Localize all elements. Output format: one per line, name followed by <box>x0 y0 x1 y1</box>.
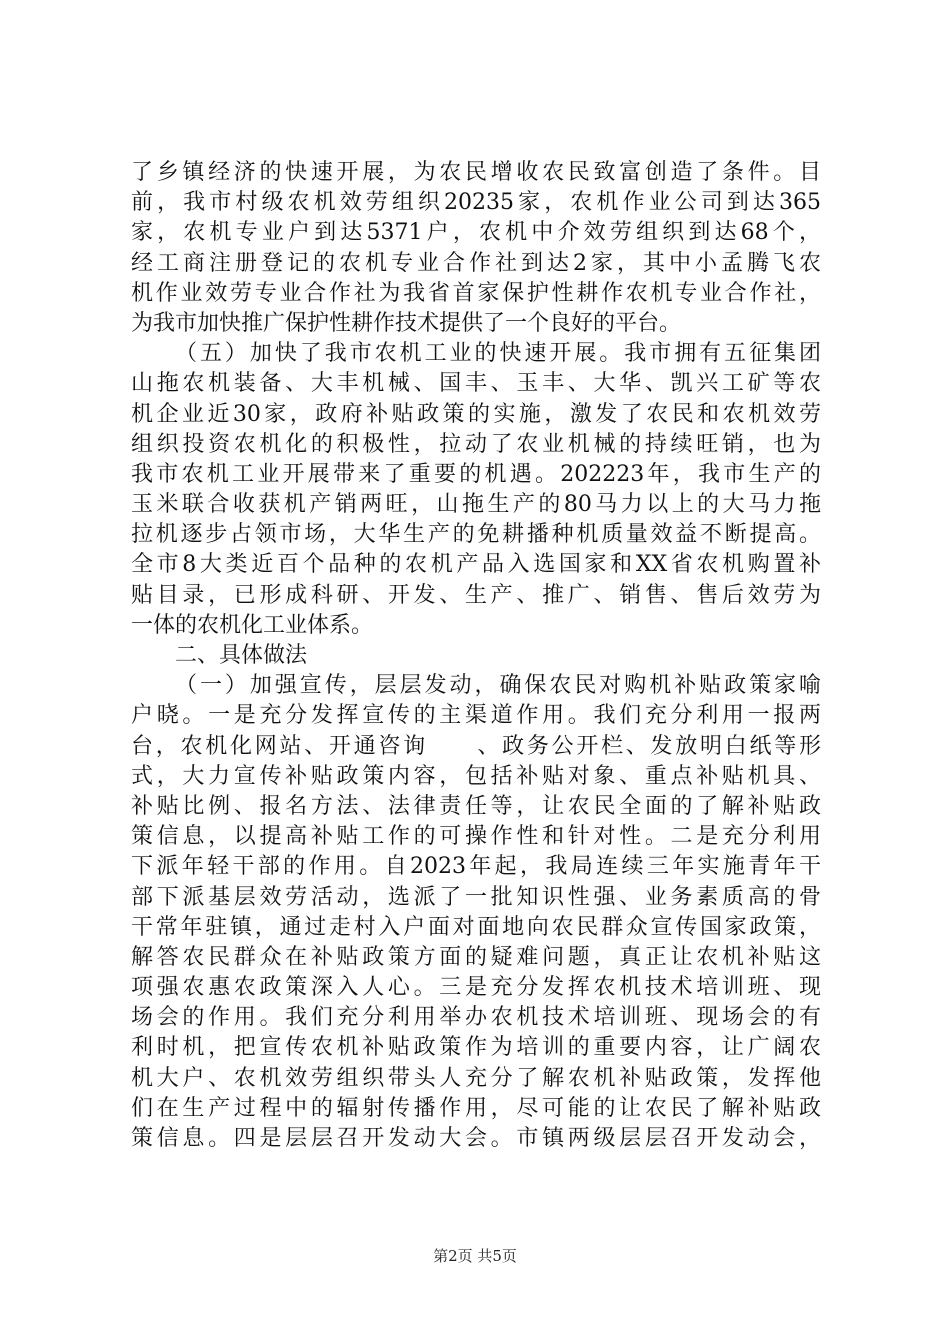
text-line: 拉机逐步占领市场，大华生产的免耕播种机质量效益不断提高。 <box>131 522 821 548</box>
text-line: 前，我市村级农机效劳组织20235家，农机作业公司到达365 <box>131 190 821 216</box>
text-line: 场会的作用。我们充分利用举办农机技术培训班、现场会的有 <box>131 1005 821 1031</box>
text-line: 全市8大类近百个品种的农机产品入选国家和XX省农机购置补 <box>131 552 821 578</box>
text-line: 经工商注册登记的农机专业合作社到达2家，其中小孟腾飞农 <box>131 250 821 276</box>
text-line: 项强农惠农政策深入人心。三是充分发挥农机技术培训班、现 <box>131 975 821 1001</box>
section-heading: 二、具体做法 <box>175 643 308 668</box>
text-line: 策信息，以提高补贴工作的可操作性和针对性。二是充分利用 <box>131 824 821 850</box>
document-body <box>131 158 821 1154</box>
text-line: 干常年驻镇，通过走村入户面对面地向农民群众宣传国家政策， <box>131 914 821 940</box>
text-line: 贴目录，已形成科研、开发、生产、推广、销售、售后效劳为 <box>131 582 821 608</box>
text-line: 为我市加快推广保护性耕作技术提供了一个良好的平台。 <box>131 310 682 336</box>
text-line: 利时机，把宣传农机补贴政策作为培训的重要内容，让广阔农 <box>131 1035 821 1061</box>
text-line: 解答农民群众在补贴政策方面的疑难问题，真正让农机补贴这 <box>131 944 821 970</box>
text-line: 了乡镇经济的快速开展，为农民增收农民致富创造了条件。目 <box>131 160 821 185</box>
text-line: 台，农机化网站、开通咨询 、政务公开栏、发放明白纸等形 <box>131 733 821 759</box>
text-line: 策信息。四是层层召开发动大会。市镇两级层层召开发动会， <box>131 1126 821 1151</box>
text-line: 机作业效劳专业合作社为我省首家保护性耕作农机专业合作社， <box>131 280 821 306</box>
text-line: 家，农机专业户到达5371户，农机中介效劳组织到达68个， <box>131 220 821 246</box>
text-line: 机企业近30家，政府补贴政策的实施，激发了农民和农机效劳 <box>131 401 821 427</box>
text-line: 机大户、农机效劳组织带头人充分了解农机补贴政策，发挥他 <box>131 1065 821 1091</box>
paragraph-start-line: （一）加强宣传，层层发动，确保农民对购机补贴政策家喻 <box>175 673 821 699</box>
text-line: 式，大力宣传补贴政策内容，包括补贴对象、重点补贴机具、 <box>131 763 821 789</box>
text-line: 一体的农机化工业体系。 <box>131 612 374 638</box>
text-line: 下派年轻干部的作用。自2023年起，我局连续三年实施青年干 <box>131 854 821 880</box>
text-line: 组织投资农机化的积极性，拉动了农业机械的持续旺销，也为 <box>131 431 821 457</box>
text-line: 我市农机工业开展带来了重要的机遇。202223年，我市生产的 <box>131 461 821 487</box>
paragraph-start-line: （五）加快了我市农机工业的快速开展。我市拥有五征集团 <box>175 341 821 367</box>
text-line: 玉米联合收获机产销两旺，山拖生产的80马力以上的大马力拖 <box>131 492 821 518</box>
text-line: 户晓。一是充分发挥宣传的主渠道作用。我们充分利用一报两 <box>131 703 821 729</box>
text-line: 补贴比例、报名方法、法律责任等，让农民全面的了解补贴政 <box>131 793 821 819</box>
text-line: 部下派基层效劳活动，选派了一批知识性强、业务素质高的骨 <box>131 884 821 910</box>
text-line: 山拖农机装备、大丰机械、国丰、玉丰、大华、凯兴工矿等农 <box>131 371 821 397</box>
text-line: 们在生产过程中的辐射传播作用，尽可能的让农民了解补贴政 <box>131 1095 821 1121</box>
page-footer: 第2页 共5页 <box>433 1247 517 1265</box>
